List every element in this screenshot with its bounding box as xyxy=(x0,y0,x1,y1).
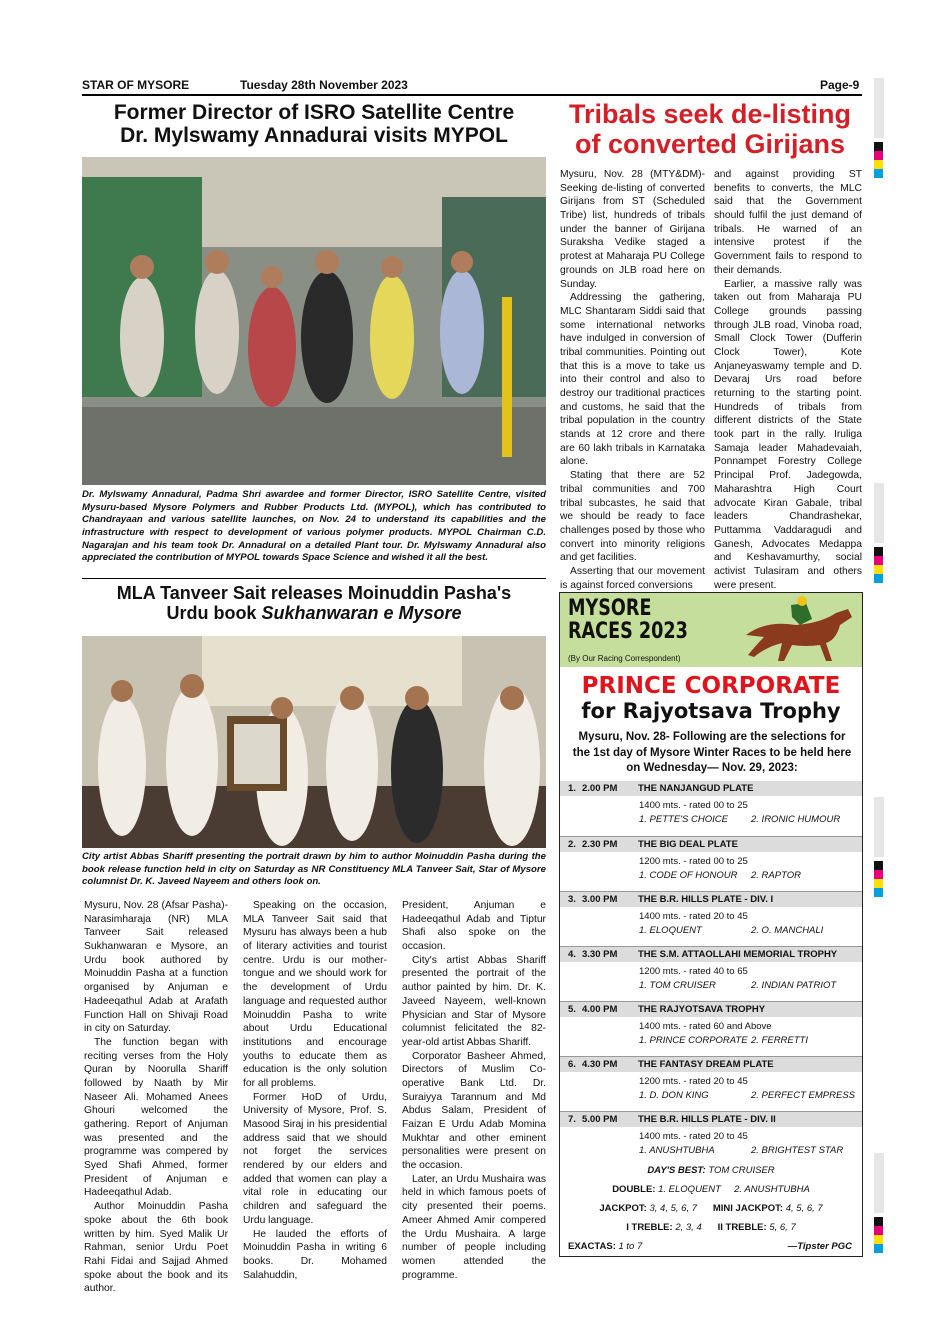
double-label: DOUBLE: xyxy=(612,1184,656,1195)
page-number: Page-9 xyxy=(820,78,860,92)
race-picks xyxy=(560,924,862,938)
races-title-line2: RACES 2023 xyxy=(568,619,688,645)
exactas-label: EXACTAS: xyxy=(568,1241,616,1252)
race-picks xyxy=(560,869,862,883)
race-picks xyxy=(560,979,862,993)
mla-photo xyxy=(82,636,546,848)
treble1-label: I TREBLE: xyxy=(626,1222,673,1233)
race-number: 1. xyxy=(568,783,576,794)
isro-headline xyxy=(82,101,546,147)
treble1-value: 2, 3, 4 xyxy=(675,1222,702,1233)
double-value: 1. ELOQUENT 2. ANUSHTUBHA xyxy=(658,1184,810,1195)
treble2-label: II TREBLE: xyxy=(717,1222,767,1233)
color-bar xyxy=(874,861,883,897)
tipster-credit: —Tipster PGC xyxy=(787,1241,852,1252)
days-best-value: TOM CRUISER xyxy=(708,1165,775,1176)
race-pick-1: 1. D. DON KING xyxy=(639,1090,709,1101)
paragraph: and against providing ST benefits to converts, the MLC said that the Government should fulfil the just demand of tribals. He warned of an intensive protest if the Government fails to respond to their demands. xyxy=(714,169,862,276)
race-picks xyxy=(560,813,862,827)
mla-headline-line1: MLA Tanveer Sait releases Moinuddin Pasha's xyxy=(116,583,512,603)
race-name: THE NANJANGUD PLATE xyxy=(638,783,754,794)
days-best-label: DAY'S BEST: xyxy=(647,1165,706,1176)
jackpot-value: 3, 4, 5, 6, 7 xyxy=(649,1203,698,1214)
paragraph: Earlier, a massive rally was taken out from Maharaja PU College grounds passing through JLB road, Vinoba road, Small Clock Tower (Dufferin Clock Tower), Kote Anjaneyaswamy temple and D. Devaraj Urs road before returning to the starting point. Hundreds of tribals from different districts of the State took part in the rally. Iruliga Samaja leader Mahadevaiah, Ponnampet Forestry College Principal Prof. Jadegowda, Maharashtra High Court advocate Kiran Gabale, tribal leaders Chandrashekar, Puttamma Vaddaragudi and Ganesh, Advocates Medappa and Keshavamurthy, social activist Tulasiram and others were present. xyxy=(714,278,862,591)
paragraph: Mysuru, Nov. 28 (Afsar Pasha)- Narasimharaja (NR) MLA Tanveer Sait released Sukhanwaran e Mysore, an Urdu book authored by Moinuddin Pasha at a function organised by Anjuman e Hadeeqathul Adab at Arafath Function Hall on Shivaji Road in city on Saturday. xyxy=(84,900,228,1035)
margin-strip xyxy=(874,483,884,543)
race-time: 3.00 PM xyxy=(582,894,618,905)
race-pick-2: 2. RAPTOR xyxy=(751,870,801,881)
races-title xyxy=(568,597,688,643)
color-bar xyxy=(874,142,883,178)
race-picks xyxy=(560,1144,862,1158)
issue-date: Tuesday 28th November 2023 xyxy=(240,78,408,92)
race-pick-1: 1. CODE OF HONOUR xyxy=(639,870,738,881)
race-detail: 1400 mts. - rated 60 and Above xyxy=(639,1021,772,1032)
race-name: THE B.R. HILLS PLATE - DIV. I xyxy=(638,894,774,905)
isro-caption: Dr. Mylswamy Annadural, Padma Shri awardee and former Director, ISRO Satellite Centre, visited Mysuru-based Mysore Polymers and Rubber Products Ltd. (MYPOL), which has contributed to Chandrayaan and various satellite launches, on Nov. 24 to understand its capabilities and the infrastructure with respect to development of various polymer products. MYPOL Chairman C.D. Nagarajan and his team took Dr. Annadural on a detailed Plant tour. Dr. Mylswamy Annadural also appreciated the contribution of MYPOL towards Space Science and wished it all the best. xyxy=(82,489,546,564)
header-rule xyxy=(82,94,862,96)
race-time: 4.00 PM xyxy=(582,1004,618,1015)
margin-strip xyxy=(874,1153,884,1213)
mini-jackpot-value: 4, 5, 6, 7 xyxy=(785,1203,823,1214)
margin-strip xyxy=(874,78,884,138)
race-pick-2: 2. FERRETTI xyxy=(751,1035,809,1046)
races-box xyxy=(559,592,863,1257)
tribals-headline xyxy=(558,100,862,159)
race-pick-1: 1. ANUSHTUBHA xyxy=(639,1145,715,1156)
race-picks xyxy=(560,1089,862,1103)
races-intro: Mysuru, Nov. 28- Following are the selections for the 1st day of Mysore Winter Races to be held here on Wednesday— Nov. 29, 2023: xyxy=(572,731,852,775)
race-pick-2: 2. BRIGHTEST STAR xyxy=(751,1145,844,1156)
race-entry xyxy=(560,946,862,993)
races-title-line1: MYSORE xyxy=(568,596,652,621)
race-detail: 1400 mts. - rated 20 to 45 xyxy=(639,1131,748,1142)
paragraph: Later, an Urdu Mushaira was held in which famous poets of city presented their poems. Ameer Ahmed Amir compered the Urdu Mushaira. A large number of people including women attended the programme. xyxy=(402,1173,546,1281)
race-time: 3.30 PM xyxy=(582,949,618,960)
race-name: THE BIG DEAL PLATE xyxy=(638,839,738,850)
races-headline-1: PRINCE CORPORATE xyxy=(581,673,841,699)
races-headline-2: for Rajyotsava Trophy xyxy=(581,699,841,723)
race-time: 2.00 PM xyxy=(582,783,618,794)
race-header xyxy=(560,1112,862,1127)
race-detail: 1400 mts. - rated 00 to 25 xyxy=(639,800,748,811)
isro-headline-line2: Dr. Mylswamy Annadurai visits MYPOL xyxy=(120,124,508,148)
race-detail: 1400 mts. - rated 20 to 45 xyxy=(639,911,748,922)
color-bar xyxy=(874,547,883,583)
divider xyxy=(82,578,546,579)
race-pick-1: 1. ELOQUENT xyxy=(639,925,702,936)
race-pick-1: 1. TOM CRUISER xyxy=(639,980,716,991)
mla-col-1 xyxy=(84,899,228,1296)
race-pick-2: 2. IRONIC HUMOUR xyxy=(751,814,841,825)
margin-strip xyxy=(874,797,884,857)
mini-jackpot-label: MINI JACKPOT: xyxy=(712,1203,784,1214)
race-entry xyxy=(560,1111,862,1158)
races-summary xyxy=(560,1165,862,1260)
paragraph: Addressing the gathering, MLC Shantaram Siddi said that some international networks have indulged in conversion of tribal communities. Pointing out that this is a move to take us into their control and also to destroy our traditional practices and customs, he said that the tribal population in the country stands at 12 crore and there are 60 lakh tribals in Karnataka alone. xyxy=(560,292,705,468)
paragraph: Mysuru, Nov. 28 (MTY&DM)- Seeking de-listing of converted Girijans from ST (Scheduled Tribe) list, hundreds of tribals under the banner of Girijana Suraksha Vedike staged a protest at Maharaja PU College grounds on JLB road here on Sunday. xyxy=(560,169,705,290)
jackpot-label: JACKPOT: xyxy=(599,1203,647,1214)
book-title: Sukhanwaran e Mysore xyxy=(261,602,462,623)
paragraph: City's artist Abbas Shariff presented the portrait of the author painted by him. Dr. K. Javeed Nayeem, well-known Physician and Star of Mysore columnist felicitated the 82-year-old artist Abbas Shariff. xyxy=(402,954,546,1048)
mla-col-2 xyxy=(243,899,387,1282)
race-detail: 1200 mts. - rated 40 to 65 xyxy=(639,966,748,977)
race-time: 4.30 PM xyxy=(582,1059,618,1070)
mla-caption: City artist Abbas Shariff presenting the portrait drawn by him to author Moinuddin Pasha during the book release function held in city on Saturday as NR Constituency MLA Tanveer Sait, Star of Mysore columnist Dr. K. Javeed Nayeem and others look on. xyxy=(82,851,546,888)
paragraph: Author Moinuddin Pasha spoke about the 6th book written by him. Syed Malik Ur Rahman, senior Urdu Poet Rahi Fidai and Sajjad Ahmed spoke about the book and its author. xyxy=(84,1201,228,1295)
isro-headline-line1: Former Director of ISRO Satellite Centre xyxy=(113,101,515,124)
race-header xyxy=(560,781,862,796)
race-detail: 1200 mts. - rated 00 to 25 xyxy=(639,856,748,867)
race-number: 3. xyxy=(568,894,576,905)
paragraph: Former HoD of Urdu, University of Mysore, Prof. S. Masood Siraj in his presidential address said that we should not forget the services rendered by our elders and added that women can play a vital role in educating our children and safeguard the Urdu language. xyxy=(243,1091,387,1226)
race-number: 7. xyxy=(568,1114,576,1125)
race-name: THE S.M. ATTAOLLAHI MEMORIAL TROPHY xyxy=(638,949,838,960)
race-entry xyxy=(560,1056,862,1103)
race-pick-1: 1. PRINCE CORPORATE xyxy=(639,1035,748,1046)
race-name: THE RAJYOTSAVA TROPHY xyxy=(638,1004,766,1015)
race-header xyxy=(560,947,862,962)
races-byline: (By Our Racing Correspondent) xyxy=(568,654,681,663)
race-entry xyxy=(560,1001,862,1048)
race-pick-2: 2. INDIAN PATRIOT xyxy=(751,980,837,991)
race-name: THE FANTASY DREAM PLATE xyxy=(638,1059,774,1070)
color-bar xyxy=(874,1217,883,1253)
paragraph: President, Anjuman e Hadeeqathul Adab and Tiptur Shafi also spoke on the occasion. xyxy=(402,900,546,953)
race-pick-2: 2. O. MANCHALI xyxy=(751,925,824,936)
racehorse-icon xyxy=(736,595,860,665)
race-detail: 1200 mts. - rated 20 to 45 xyxy=(639,1076,748,1087)
paragraph: The function began with reciting verses from the Holy Quran by Noorulla Shariff followed by Naath by Mir Naseer Ali. Mohamed Anees Ghouri welcomed the gathering. Report of Anjuman was presented and the programme was compered by Syed Shafi Ahmed, former President of Anjuman e Hadeeqathul Adab. xyxy=(84,1036,228,1199)
race-time: 2.30 PM xyxy=(582,839,618,850)
paragraph: Speaking on the occasion, MLA Tanveer Sait said that Mysuru has always been a hub of literary activities and tourist centre. Urdu is our mother-tongue and we should work for the development of Urdu language and requested author Moinuddin Pasha to write about Urdu Educational institutions and encourage youths to educate them as education is the only solution for all problems. xyxy=(243,900,387,1089)
tribals-headline-line1: Tribals seek de-listing xyxy=(568,99,852,129)
paragraph: Asserting that our movement is against forced conversions xyxy=(560,565,705,591)
paragraph: He lauded the efforts of Moinuddin Pasha in writing 6 books. Dr. Mohamed Salahuddin, xyxy=(243,1228,387,1281)
exactas-value: 1 to 7 xyxy=(618,1241,643,1252)
paragraph: Corporator Basheer Ahmed, Directors of Muslim Co-operative Bank Ltd. Dr. Suraiyya Tarannum and Md Abdus Salam, President of Faizan E Urdu Adab Momina Mukhtar and other eminent personalities were present on the occasion. xyxy=(402,1050,546,1172)
mla-headline-line2: Urdu book xyxy=(166,602,262,623)
race-number: 6. xyxy=(568,1059,576,1070)
tribals-headline-line2: of converted Girijans xyxy=(574,128,846,159)
race-entry xyxy=(560,836,862,883)
race-entry xyxy=(560,781,862,827)
mla-headline xyxy=(82,584,546,624)
tribals-col-2 xyxy=(714,168,862,592)
race-header xyxy=(560,837,862,852)
race-time: 5.00 PM xyxy=(582,1114,618,1125)
race-name: THE B.R. HILLS PLATE - DIV. II xyxy=(638,1114,776,1125)
race-entry xyxy=(560,891,862,938)
isro-photo xyxy=(82,157,546,485)
paper-name: STAR OF MYSORE xyxy=(82,78,190,92)
mla-col-3 xyxy=(402,899,546,1282)
race-picks xyxy=(560,1034,862,1048)
race-pick-2: 2. PERFECT EMPRESS xyxy=(751,1090,855,1101)
race-number: 4. xyxy=(568,949,576,960)
paragraph: Stating that there are 52 tribal communities and 700 tribal subcastes, he said that we should be ready to face challenges posed by those who convert into minority religions and get facilities. xyxy=(560,470,705,564)
race-number: 2. xyxy=(568,839,576,850)
race-header xyxy=(560,1002,862,1017)
race-header xyxy=(560,892,862,907)
race-header xyxy=(560,1057,862,1072)
race-pick-1: 1. PETTE'S CHOICE xyxy=(639,814,728,825)
tribals-col-1 xyxy=(560,168,705,592)
race-number: 5. xyxy=(568,1004,576,1015)
treble2-value: 5, 6, 7 xyxy=(769,1222,796,1233)
